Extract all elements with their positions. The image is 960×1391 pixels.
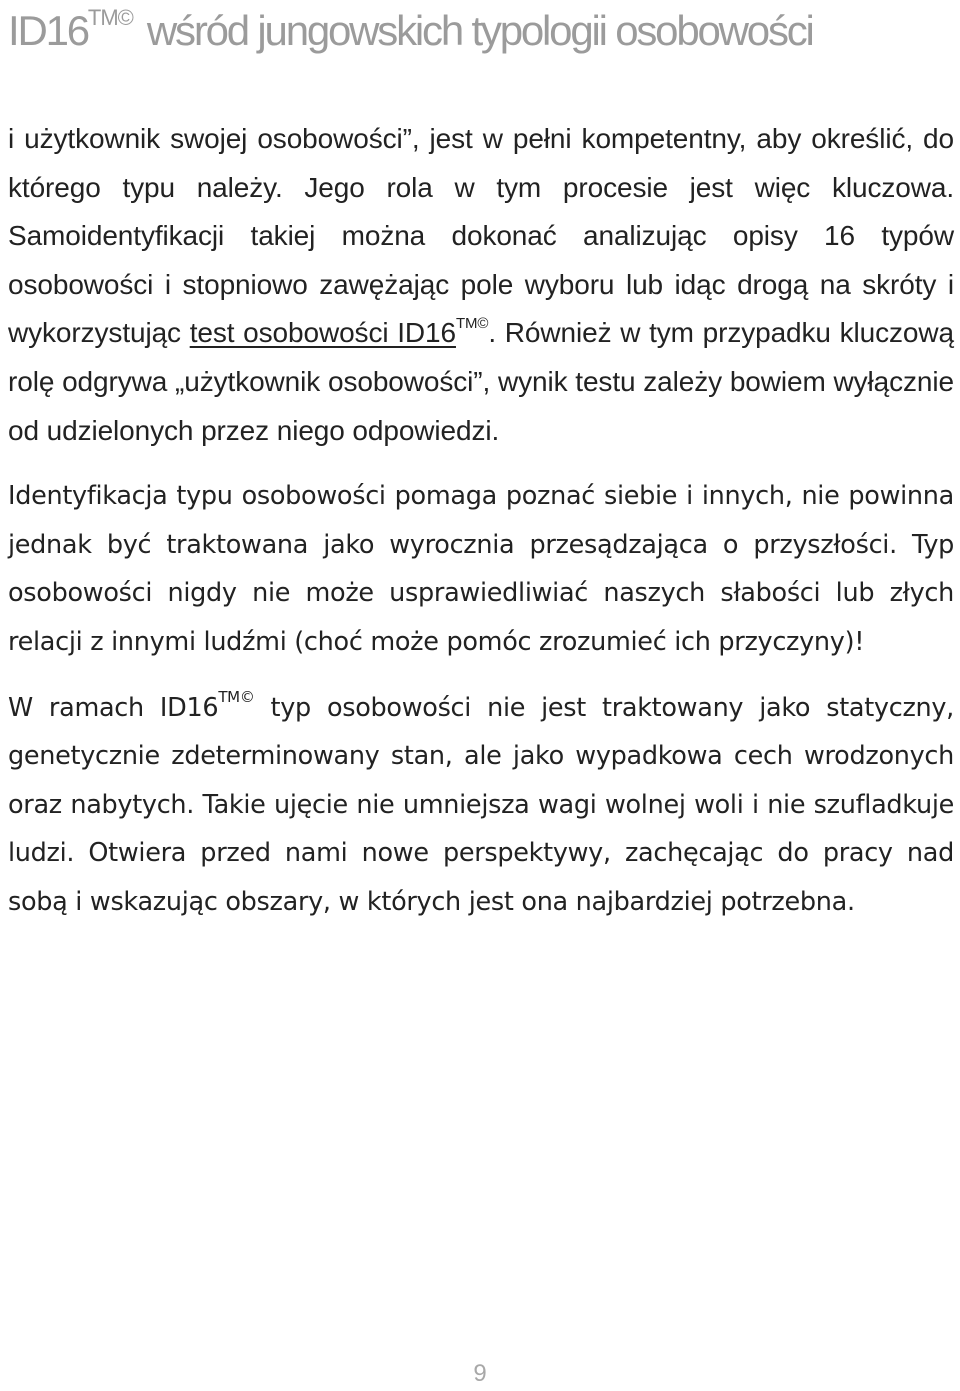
body-text: [8, 115, 954, 944]
header-title: wśród jungowskich typologii osobowości: [146, 7, 813, 54]
paragraph-2: Identyfikacja typu osobowości pomaga poznać siebie i innych, nie powinna jednak być traktowana jako wyrocznia przesądzająca o przyszłości. Typ osobowości nigdy nie może usprawiedliwiać naszych słabości lub złych relacji z innymi ludźmi (choć może pomóc zrozumieć ich przyczyny)!: [8, 481, 954, 657]
paragraph-3-part-2: typ osobowości nie jest traktowany jako statyczny, genetycznie zdeterminowany stan, ale jako wypadkowa cech wrodzonych oraz nabytych. Takie ujęcie nie umniejsza wagi wolnej woli i nie szufladkuje ludzi. Otwiera przed nami nowe perspektywy, zachęcając do pracy nad sobą i wskazując obszary, w których jest ona najbardziej potrzebna.: [8, 692, 954, 917]
test-osobowosci-link[interactable]: [190, 317, 456, 348]
paragraph-3: [8, 684, 954, 927]
paragraph-3-trademark: TM©: [218, 687, 255, 706]
paragraph-1-part-1: i użytkownik swojej osobowości”, jest w pełni kompetentny, aby określić, do którego typu należy. Jego rola w tym procesie jest więc kluczowa. Samoidentyfikacji takiej można dokonać analizując opisy 16 typów osobowości i stopniowo zawężając pole wyboru lub idąc drogą na skróty i wykorzystując: [8, 123, 954, 349]
paragraph-3-part-1: W ramach ID16: [8, 692, 219, 723]
link-text: test osobowości ID16: [189, 317, 456, 349]
link-trademark: TM©: [455, 315, 489, 333]
page-number: 9: [473, 1360, 487, 1387]
header-trademark: TM©: [87, 5, 133, 30]
running-header: [8, 2, 950, 60]
header-brand: ID16: [8, 7, 88, 54]
paragraph-1: [8, 115, 954, 455]
paragraph-1-part-2: . Również w tym przypadku kluczową rolę odgrywa „użytkownik osobowości”, wynik testu zależy bowiem wyłącznie od udzielonych przez niego odpowiedzi.: [8, 317, 954, 446]
